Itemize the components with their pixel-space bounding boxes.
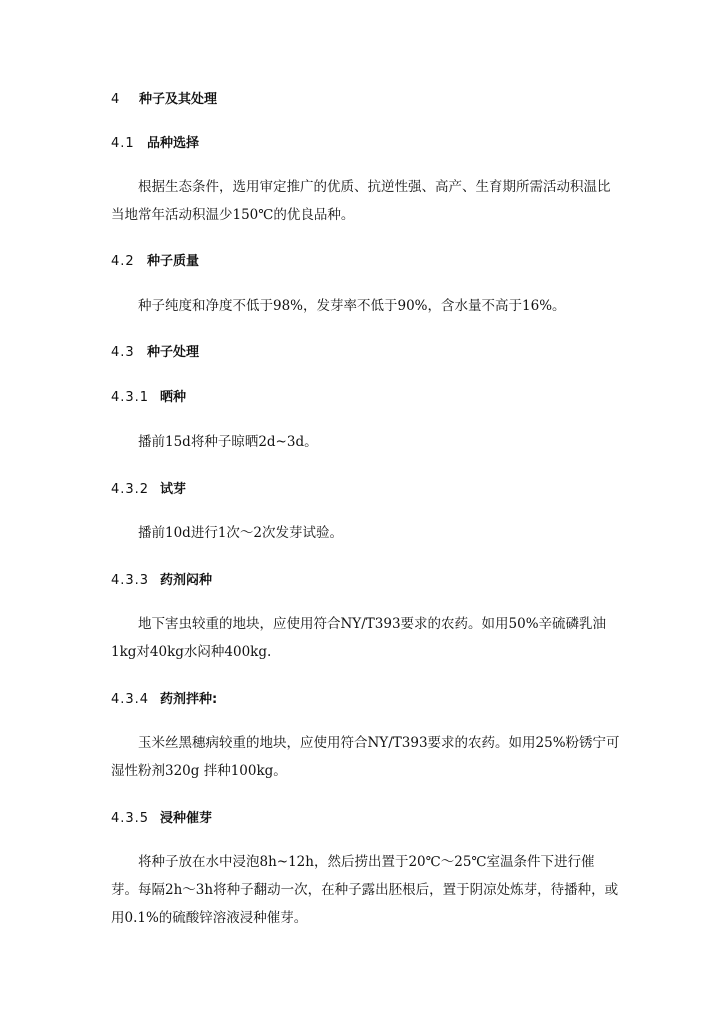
section-title: 药剂拌种: [160, 692, 218, 707]
section-heading-4-3-2 [111, 482, 186, 498]
paragraph-pesticide-coating: 玉米丝黑穗病较重的地块，应使用符合NY/T393要求的农药。如用25%粉锈宁可湿性粉剂320g 拌种100kg。 [111, 735, 620, 779]
section-title: 种子及其处理 [139, 92, 218, 107]
section-number: 4.3.5 [111, 811, 150, 826]
section-heading-4-3-4 [111, 692, 217, 708]
paragraph-variety-selection: 根据生态条件，选用审定推广的优质、抗逆性强、高产、生育期所需活动积温比当地常年活动积温少150℃的优良品种。 [111, 179, 611, 223]
section-number: 4.2 [111, 254, 135, 269]
section-number: 4 [111, 92, 121, 107]
section-title: 种子处理 [147, 345, 200, 360]
paragraph-germination-test: 播前10d进行1次～2次发芽试验。 [138, 525, 343, 541]
section-title: 品种选择 [147, 136, 200, 151]
section-title: 种子质量 [147, 254, 200, 269]
section-number: 4.1 [111, 136, 135, 151]
paragraph-seed-quality: 种子纯度和净度不低于98%，发芽率不低于90%，含水量不高于16%。 [138, 298, 566, 314]
section-title: 浸种催芽 [160, 811, 213, 826]
section-heading-4-3-3 [111, 573, 212, 589]
section-title: 试芽 [160, 482, 187, 497]
paragraph-soak-germinate: 将种子放在水中浸泡8h~12h，然后捞出置于20℃～25℃室温条件下进行催芽。每隔2h～3h将种子翻动一次，在种子露出胚根后，置于阴凉处炼芽，待播种，或用0.1%的硫酸锌溶液浸种催芽。 [111, 854, 619, 926]
section-number: 4.3.4 [111, 692, 150, 707]
section-heading-4-3 [111, 345, 199, 361]
section-title: 药剂闷种 [160, 573, 213, 588]
paragraph-sun-drying: 播前15d将种子晾晒2d~3d。 [138, 434, 318, 450]
section-number: 4.3 [111, 345, 135, 360]
section-heading-4 [111, 92, 217, 108]
section-title: 晒种 [160, 390, 187, 405]
section-number: 4.3.2 [111, 482, 150, 497]
section-heading-4-3-5 [111, 811, 212, 827]
section-heading-4-3-1 [111, 390, 186, 406]
section-number: 4.3.3 [111, 573, 150, 588]
section-number: 4.3.1 [111, 390, 150, 405]
section-heading-4-2 [111, 254, 199, 270]
paragraph-pesticide-soaking: 地下害虫较重的地块，应使用符合NY/T393要求的农药。如用50%辛硫磷乳油1kg对40kg水闷种400kg. [111, 616, 607, 660]
section-heading-4-1 [111, 136, 199, 152]
